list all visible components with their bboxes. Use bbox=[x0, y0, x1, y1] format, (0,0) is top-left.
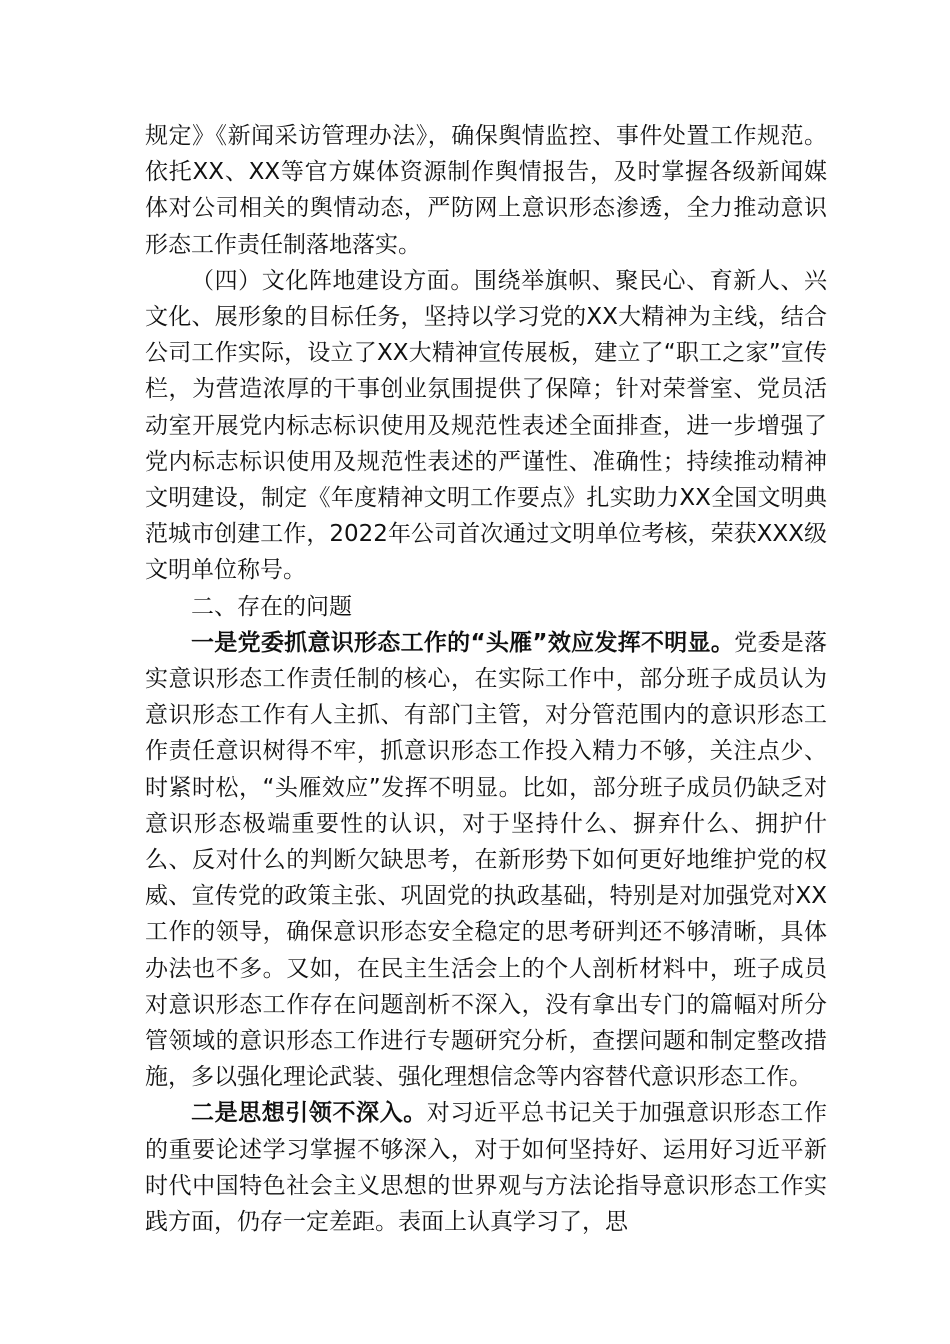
paragraph-problem-two bbox=[145, 1095, 827, 1240]
problem-two-heading: 二是思想引领不深入。 bbox=[191, 1100, 427, 1127]
problem-one-heading: 一是党委抓意识形态工作的“头雁”效应发挥不明显。 bbox=[191, 629, 735, 656]
paragraph-problem-one bbox=[145, 625, 827, 1096]
paragraph-media-monitoring: 规定》《新闻采访管理办法》，确保舆情监控、事件处置工作规范。依托XX、XX等官方媒体资源制作舆情报告，及时掌握各级新闻媒体对公司相关的舆情动态，严防网上意识形态渗透，全力推动意识形态工作责任制落地落实。 bbox=[145, 123, 827, 258]
section-heading-problems: 二、存在的问题 bbox=[191, 593, 352, 620]
paragraph-culture-position: （四）文化阵地建设方面。围绕举旗帜、聚民心、育新人、兴文化、展形象的目标任务，坚持以学习党的XX大精神为主线，结合公司工作实际，设立了XX大精神宣传展板，建立了“职工之家”宣传栏，为营造浓厚的干事创业氛围提供了保障；针对荣誉室、党员活动室开展党内标志标识使用及规范性表述全面排查，进一步增强了党内标志标识使用及规范性表述的严谨性、准确性；持续推动精神文明建设，制定《年度精神文明工作要点》扎实助力XX全国文明典范城市创建工作，2022年公司首次通过文明单位考核，荣获XXX级文明单位称号。 bbox=[145, 267, 827, 584]
problem-two-text: 对习近平总书记关于加强意识形态工作的重要论述学习掌握不够深入，对于如何坚持好、运用好习近平新时代中国特色社会主义思想的世界观与方法论指导意识形态工作实践方面，仍存一定差距。表面上认真学习了，思 bbox=[145, 1100, 828, 1236]
document-body bbox=[145, 118, 827, 1240]
problem-one-text: 党委是落实意识形态工作责任制的核心，在实际工作中，部分班子成员认为意识形态工作有人主抓、有部门主管，对分管范围内的意识形态工作责任意识树得不牢，抓意识形态工作投入精力不够，关注点少、时紧时松，“头雁效应”发挥不明显。比如，部分班子成员仍缺乏对意识形态极端重要性的认识，对于坚持什么、摒弃什么、拥护什么、反对什么的判断欠缺思考，在新形势下如何更好地维护党的权威、宣传党的政策主张、巩固党的执政基础，特别是对加强党对XX工作的领导，确保意识形态安全稳定的思考研判还不够清晰，具体办法也不多。又如，在民主生活会上的个人剖析材料中，班子成员对意识形态工作存在问题剖析不深入，没有拿出专门的篇幅对所分管领域的意识形态工作进行专题研究分析，查摆问题和制定整改措施，多以强化理论武装、强化理想信念等内容替代意识形态工作。 bbox=[145, 629, 828, 1091]
